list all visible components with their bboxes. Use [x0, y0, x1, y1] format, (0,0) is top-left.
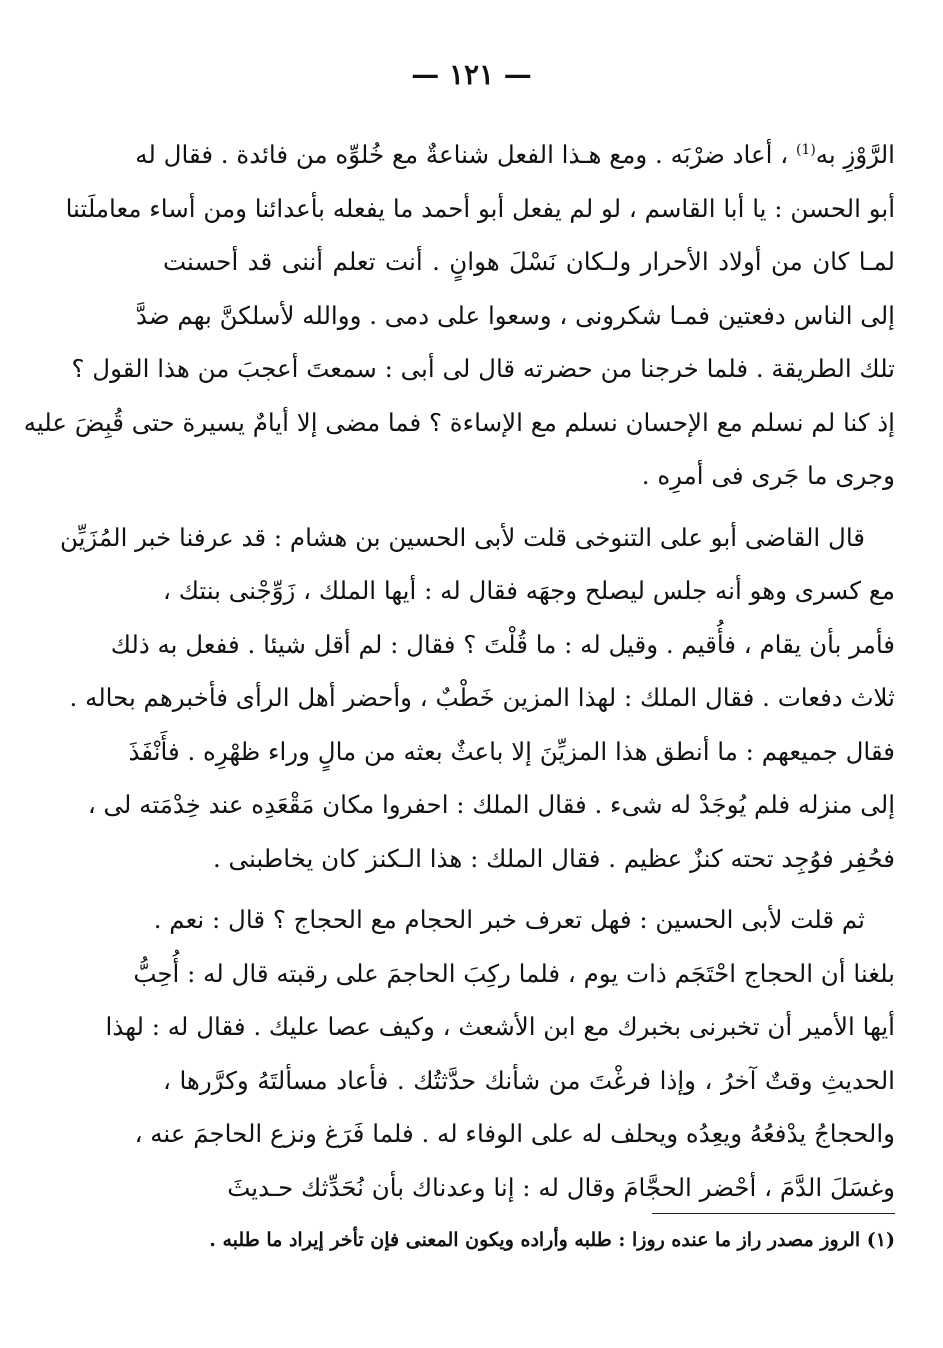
page-number: — ١٢١ — [411, 58, 532, 91]
text-line: ثلاث دفعات . فقال الملك : لهذا المزين خَطْبٌ ، وأحضر أهل الرأى فأخبرهم بحاله . [69, 683, 895, 712]
text-line: الحديثِ وقتٌ آخرُ ، وإذا فرغْتَ من شأنك حدَّثتُك . فأعاد مسألتَهُ وكرَّرها ، [163, 1065, 895, 1095]
paragraph [105, 893, 895, 1214]
text-line: قال القاضى أبو على التنوخى قلت لأبى الحسين بن هشام : قد عرفنا خبر المُزَيِّن [59, 522, 865, 552]
footnote-marker: (1) [795, 141, 816, 158]
text-line: مع كسرى وهو أنه جلس ليصلح وجهَه فقال له : أيها الملك ، زَوِّجْنى بنتك ، [163, 576, 895, 605]
text-line: لمـا كان من أولاد الأحرار ولـكان نَسْلَ هوانٍ . أنت تعلم أننى قد أحسنت [163, 247, 895, 276]
text-line: فأمر بأن يقام ، فأُقيم . وقيل له : ما قُلْتَ ؟ فقال : لم أقل شيئا . ففعل به ذلك [110, 629, 895, 659]
text-line: إلى الناس دفعتين فمـا شكرونى ، وسعوا على دمى . ووالله لأسلكنَّ بهم ضدَّ [135, 300, 895, 330]
footnote: (١) الروز مصدر راز ما عنده روزا : طلبه وأراده ويكون المعنى فإن تأخر إيراد ما طلبه . [209, 1229, 895, 1251]
text-line: إذ كنا لم نسلم مع الإحسان نسلم مع الإساءة ؟ فما مضى إلا أيامٌ يسيرة حتى قُبِضَ عليه [23, 407, 895, 437]
text-line: الرَّوْزِ به$^{(1)}$ ، أعاد ضرْبَه . ومع هـذا الفعل شناعةٌ مع خُلوِّه من فائدة . فقال له [135, 140, 895, 169]
text-line: فقال جميعهم : ما أنطق هذا المزيِّنَ إلا باعثٌ بعثه من مالٍ وراء ظهْرِه . فأَنْفَذَ [128, 736, 895, 766]
text-line: أيها الأمير أن تخبرنى بخبرك مع ابن الأشعث ، وكيف عصا عليك . فقال له : لهذا [105, 1012, 895, 1041]
text-line: إلى منزله فلم يُوجَدْ له شىء . فقال الملك : احفروا مكان مَقْعَدِه عند خِدْمَته لى ، [87, 790, 895, 819]
text-line: ثم قلت لأبى الحسين : فهل تعرف خبر الحجام مع الحجاج ؟ قال : نعم . [153, 905, 865, 934]
text-line: فحُفِر فوُجِد تحته كنزٌ عظيم . فقال الملك : هذا الـكنز كان يخاطبنى . [212, 843, 895, 873]
text-line: بلغنا أن الحجاج احْتَجَم ذات يوم ، فلما ركِبَ الحاجمَ على رقبته قال له : أُحِبُّ [133, 958, 895, 988]
text-line: تلك الطريقة . فلما خرجنا من حضرته قال لى أبى : سمعتَ أعجبَ من هذا القول ؟ [71, 354, 895, 383]
text-line: أبو الحسن : يا أبا القاسم ، لو لم يفعل أبو أحمد ما يفعله بأعدائنا ومن أساء معاملَتنا [65, 193, 895, 223]
text-line: وغسَلَ الدَّمَ ، أحْضر الحجَّامَ وقال له : إنا وعدناك بأن نُحَدِّثك حـديثَ [227, 1172, 895, 1202]
body-text [23, 128, 895, 1214]
paragraph [59, 511, 895, 886]
text-line: وجرى ما جَرى فى أمرِه . [641, 461, 895, 490]
text-line: والحجاجُ يدْفعُهُ ويعِدُه ويحلف له على الوفاء له . فلما فَرَغ ونزع الحاجمَ عنه ، [134, 1119, 895, 1148]
footnote-divider [652, 1213, 895, 1214]
paragraph [23, 128, 895, 503]
